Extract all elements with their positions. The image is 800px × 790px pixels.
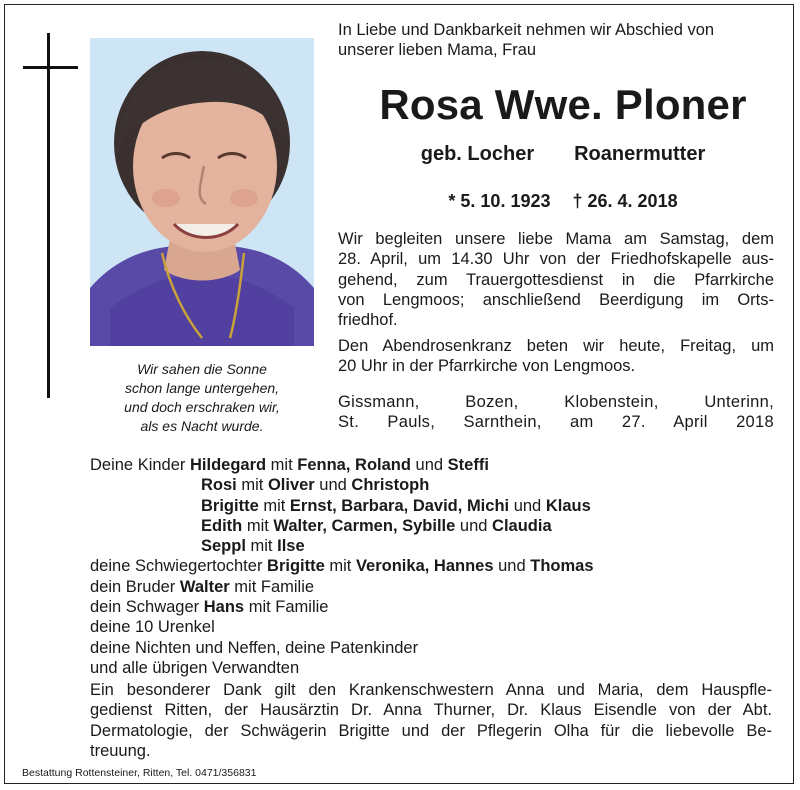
family-text: , (332, 496, 342, 515)
family-member: Steffi (447, 456, 489, 474)
family-row (90, 496, 780, 516)
family-member: Brigitte (267, 557, 325, 576)
thanks-paragraph (90, 680, 772, 761)
quote-line: Wir sahen die Sonne (137, 361, 267, 377)
family-member: Brigitte (201, 496, 259, 515)
family-member: Walter (179, 577, 230, 596)
name-details (338, 142, 788, 166)
family-member: Thomas (530, 557, 594, 576)
text-line: 20 Uhr in der Pfarrkirche von Lengmoos. (338, 357, 636, 376)
text-line: Ein besonderer Dank gilt den Krankenschwestern Anna und Maria, dem Hauspfle- (90, 681, 772, 699)
family-text: mit (245, 537, 278, 556)
family-row: deine 10 Urenkel (90, 618, 215, 637)
family-member: Hannes (433, 557, 494, 576)
funeral-home-footer: Bestattung Rottensteiner, Ritten, Tel. 0471/356831 (22, 767, 257, 779)
funeral-paragraph (338, 229, 774, 330)
birth-name: geb. Locher (420, 143, 535, 165)
cross-icon-vertical (47, 33, 50, 398)
text-line: gedienst Ritten, der Hausärztin Dr. Anna Thurner, Dr. Klaus Eisendle von der Abt. (90, 701, 772, 720)
intro-line: unserer lieben Mama, Frau (338, 41, 537, 59)
family-member: Roland (355, 456, 411, 474)
family-text: mit (242, 516, 274, 535)
house-name: Roanermutter (574, 143, 706, 165)
family-member: Claudia (492, 516, 552, 535)
family-text: , (457, 496, 467, 515)
family-member: Carmen (331, 516, 393, 535)
family-text: und (455, 516, 493, 535)
family-member: Ernst (289, 496, 333, 515)
family-member: Walter (273, 516, 323, 535)
family-row (90, 455, 780, 475)
family-text: dein Schwager (90, 598, 204, 617)
family-member: Barbara (341, 496, 404, 515)
family-row (90, 577, 780, 597)
quote-line: und doch erschraken wir, (124, 399, 280, 415)
family-text: , (424, 557, 434, 576)
family-row (90, 516, 780, 536)
family-member: Klaus (545, 496, 591, 515)
family-text: und (410, 456, 448, 474)
intro-text (338, 20, 788, 60)
family-member: Edith (201, 516, 243, 535)
family-list (90, 455, 780, 678)
family-member: Hildegard (189, 456, 267, 474)
family-member: Rosi (201, 476, 237, 495)
family-text: , (345, 456, 356, 474)
family-text: dein Bruder (90, 577, 180, 596)
family-row (90, 556, 780, 576)
family-member: Ilse (277, 537, 305, 556)
family-text: deine Schwiegertochter (90, 557, 268, 576)
family-row (90, 536, 780, 556)
family-member: Seppl (201, 537, 246, 556)
family-member: Fenna (297, 456, 346, 474)
family-text: mit (324, 557, 356, 576)
deceased-name: Rosa Wwe. Ploner (379, 81, 747, 128)
family-text: , (403, 496, 413, 515)
family-row: deine Nichten und Neffen, deine Patenkinder (90, 638, 419, 657)
family-text: Deine Kinder (90, 456, 190, 474)
family-text: und (314, 476, 352, 495)
text-line: 28. April, um 14.30 Uhr von der Friedhofskapelle aus- (338, 250, 774, 269)
family-text: mit (236, 476, 268, 495)
text-line: Dermatologie, der Schwägerin Brigitte und der Pflegerin Olha für die liebevolle Be- (90, 721, 772, 740)
family-row: und alle übrigen Verwandten (90, 658, 300, 677)
text-line: von Lengmoos; anschließend Beerdigung im Orts- (338, 290, 774, 309)
cross-icon-horizontal (23, 66, 78, 69)
family-member: Christoph (351, 476, 430, 495)
text-line: Den Abendrosenkranz beten wir heute, Freitag, um (338, 337, 774, 355)
family-text: und (493, 557, 531, 576)
death-date: † 26. 4. 2018 (572, 191, 678, 211)
family-text: , (322, 516, 332, 535)
family-text: mit Familie (229, 577, 315, 596)
family-member: Veronika (355, 557, 425, 576)
place-date-paragraph (338, 392, 774, 433)
intro-line: In Liebe und Dankbarkeit nehmen wir Abschied von (338, 21, 715, 39)
portrait-photo (90, 38, 314, 346)
family-text: mit Familie (244, 598, 329, 617)
text-line: gehend, zum Trauergottesdienst in die Pfarrkirche (338, 270, 774, 289)
quote-line: schon lange untergehen, (124, 380, 280, 396)
text-line: treuung. (90, 741, 151, 760)
family-row (90, 597, 780, 617)
text-line: Gissmann, Bozen, Klobenstein, Unterinn, (338, 393, 774, 411)
text-line: friedhof. (338, 311, 398, 330)
family-member: Hans (203, 598, 245, 617)
family-member: David (412, 496, 458, 515)
family-row (90, 475, 780, 495)
family-member: Michi (466, 496, 510, 515)
text-line: St. Pauls, Sarnthein, am 27. April 2018 (338, 413, 774, 432)
birth-date: * 5. 10. 1923 (448, 191, 551, 211)
family-member: Oliver (267, 476, 315, 495)
family-text: und (509, 496, 546, 515)
family-text: mit (266, 456, 298, 474)
family-text: mit (258, 496, 290, 515)
quote-line: als es Nacht wurde. (140, 418, 264, 434)
life-dates (338, 190, 788, 212)
memorial-quote (90, 360, 314, 436)
family-text: , (392, 516, 403, 535)
rosary-paragraph (338, 336, 774, 377)
text-line: Wir begleiten unsere liebe Mama am Samstag, dem (338, 230, 774, 248)
family-member: Sybille (402, 516, 456, 535)
